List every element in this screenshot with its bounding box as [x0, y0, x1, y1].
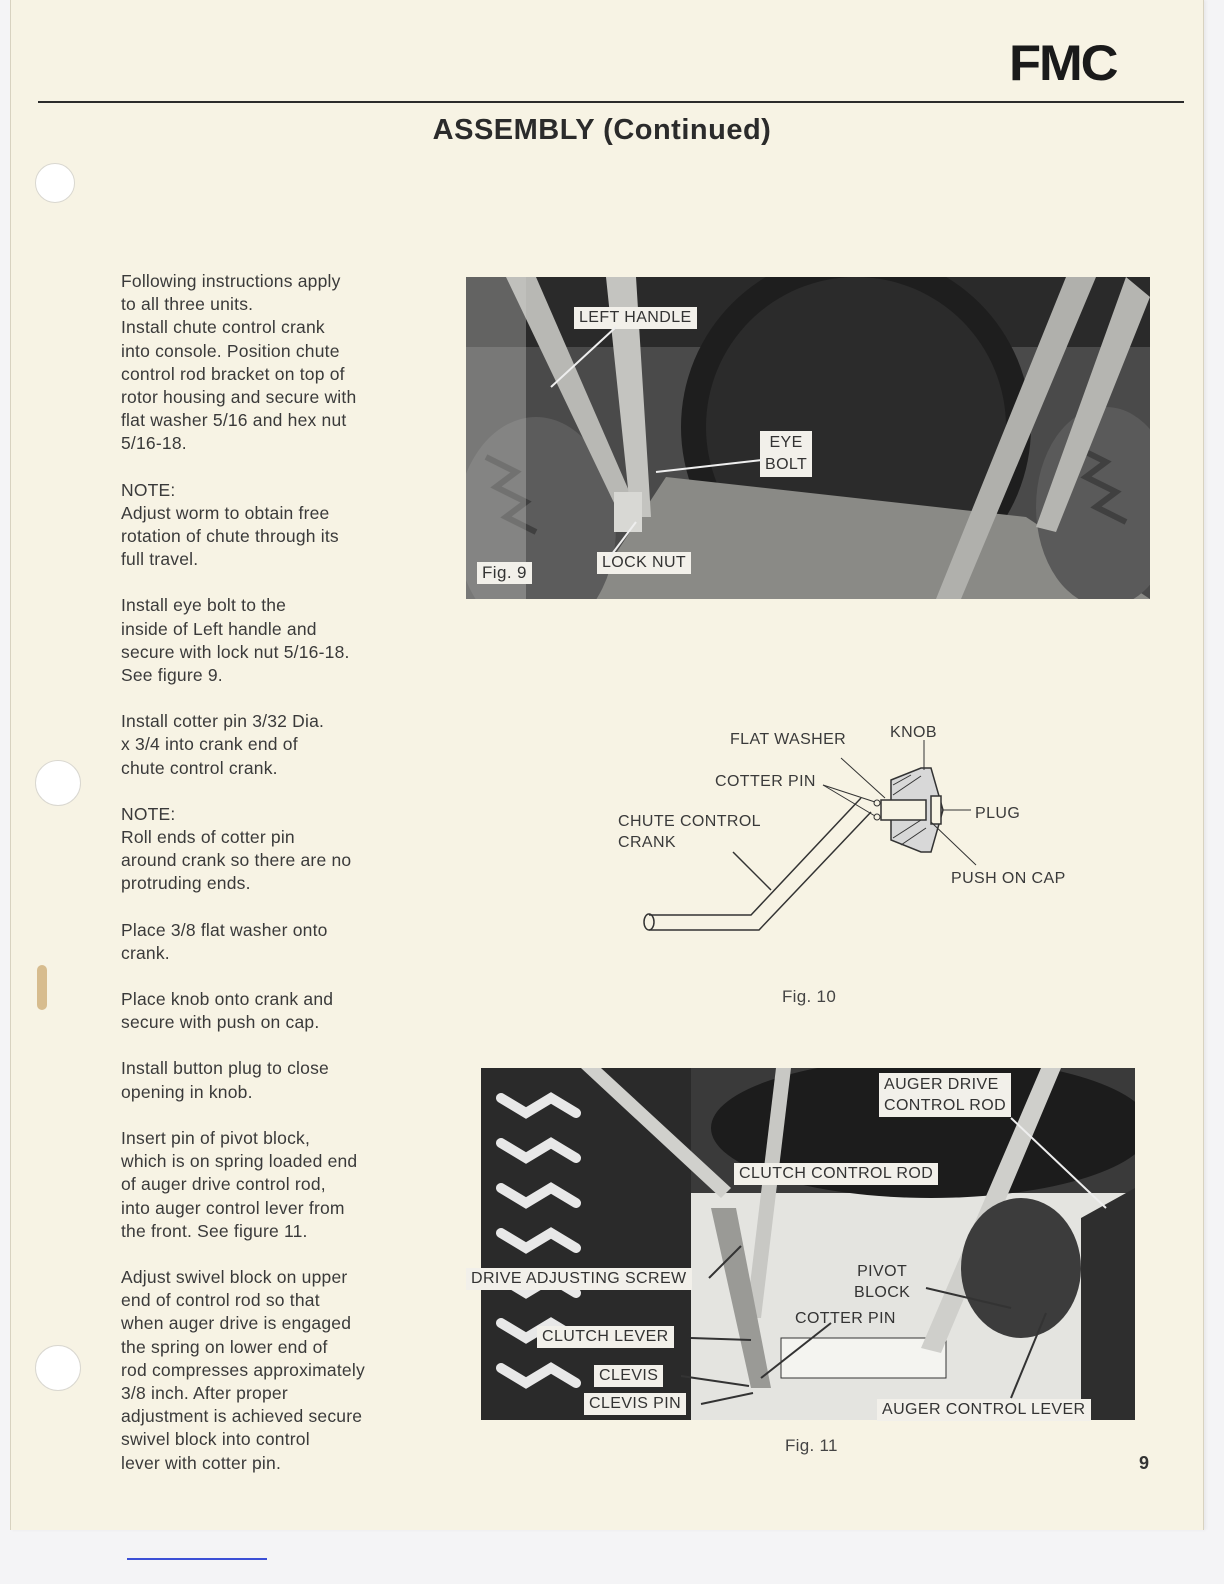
fmc-logo: FMC	[1009, 35, 1117, 91]
page-title: ASSEMBLY (Continued)	[432, 114, 772, 146]
figure-9-leader-lines	[466, 277, 1150, 599]
label-cotter-pin: COTTER PIN	[715, 773, 816, 790]
page-number: 9	[1139, 1453, 1150, 1473]
label-knob: KNOB	[890, 724, 937, 741]
binder-hole-top	[35, 163, 75, 203]
instruction-paragraph: Install button plug to close opening in knob.	[121, 1058, 329, 1102]
label-flat-washer: FLAT WASHER	[730, 731, 847, 748]
bottom-underline-link[interactable]	[127, 1558, 267, 1560]
figure-11-caption: Fig. 11	[785, 1436, 838, 1455]
figure-11-leader-lines	[481, 1068, 1135, 1420]
instruction-paragraph: Place 3/8 flat washer onto crank.	[121, 919, 328, 963]
instruction-paragraph: Following instructions apply to all three units. Install chute control crank into console. Position chute control rod bracket on top of rotor housing and secure with flat washer 5/16 and hex nut 5/16-18.	[121, 271, 357, 454]
label-cotter-pin-fig11: COTTER PIN	[790, 1308, 901, 1330]
instruction-paragraph: Place knob onto crank and secure with push on cap.	[121, 989, 334, 1033]
label-lock-nut: LOCK NUT	[597, 552, 691, 574]
binder-hole-middle	[35, 760, 81, 806]
instructions-column	[121, 270, 401, 1498]
instruction-paragraph: NOTE: Adjust worm to obtain free rotation of chute through its full travel.	[121, 479, 339, 570]
label-left-handle: LEFT HANDLE	[574, 307, 697, 329]
label-plug: PLUG	[975, 805, 1021, 822]
header-rule	[38, 101, 1184, 103]
label-clevis-pin: CLEVIS PIN	[584, 1393, 686, 1415]
figure-10-caption: Fig. 10	[782, 987, 837, 1006]
label-clutch-lever: CLUTCH LEVER	[537, 1326, 674, 1348]
manual-page	[10, 0, 1204, 1530]
instruction-paragraph: NOTE: Roll ends of cotter pin around crank so there are no protruding ends.	[121, 803, 352, 894]
label-drive-adjusting-screw: DRIVE ADJUSTING SCREW	[466, 1268, 692, 1290]
label-push-on-cap: PUSH ON CAP	[951, 870, 1066, 887]
label-clutch-control-rod: CLUTCH CONTROL ROD	[734, 1163, 938, 1185]
label-pivot-block: PIVOT BLOCK	[849, 1260, 915, 1304]
binder-hole-bottom	[35, 1345, 81, 1391]
label-chute-control-crank: CHUTE CONTROL CRANK	[618, 813, 761, 851]
figure-9-caption: Fig. 9	[477, 562, 532, 584]
label-auger-drive-control-rod: AUGER DRIVE CONTROL ROD	[879, 1073, 1011, 1117]
instruction-paragraph: Insert pin of pivot block, which is on spring loaded end of auger drive control rod, into auger control lever from the front. See figure 11.	[121, 1127, 358, 1241]
instruction-paragraph: Install eye bolt to the inside of Left handle and secure with lock nut 5/16-18. See figure 9.	[121, 595, 350, 686]
instruction-paragraph: Adjust swivel block on upper end of control rod so that when auger drive is engaged the spring on lower end of rod compresses approximately 3/8 inch. After proper adjustment is achieved secure swivel block into control lever with cotter pin.	[121, 1266, 365, 1473]
instruction-paragraph: Install cotter pin 3/32 Dia. x 3/4 into crank end of chute control crank.	[121, 711, 325, 778]
label-clevis: CLEVIS	[594, 1365, 663, 1387]
paper-stain	[37, 965, 47, 1010]
label-eye-bolt: EYE BOLT	[760, 431, 812, 477]
label-auger-control-lever: AUGER CONTROL LEVER	[877, 1399, 1091, 1421]
